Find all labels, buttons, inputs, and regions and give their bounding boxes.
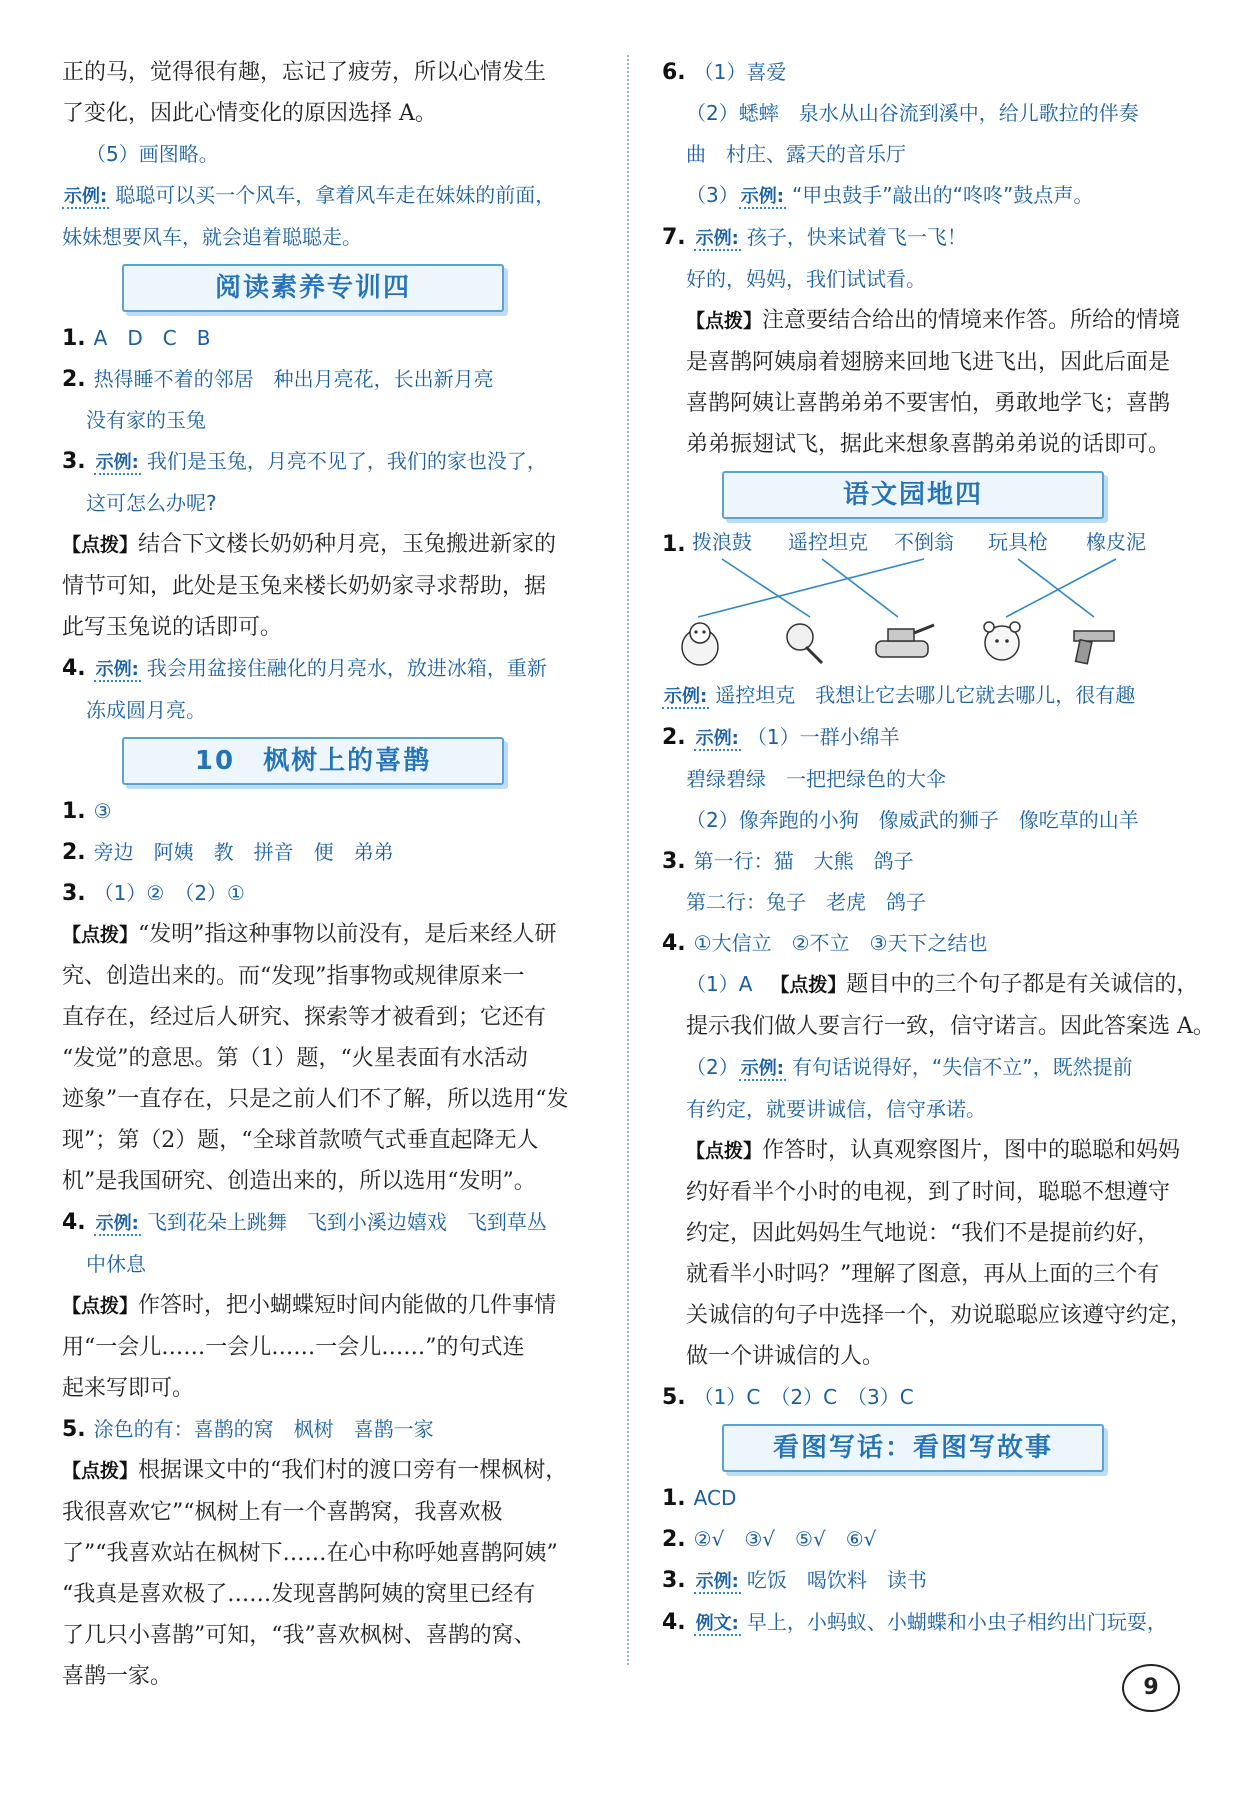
s2-q5: 5. 涂色的有：喜鹊的窝 枫树 喜鹊一家 (62, 1417, 434, 1442)
s1-q4-cont: 冻成圆月亮。 (86, 698, 206, 722)
s2-q3: 3. （1）② （2）① (62, 881, 245, 906)
s2-q1: 1. ③ (62, 799, 112, 824)
match-word-tumbler: 不倒翁 (894, 530, 954, 554)
s2-q5-hint-6: 喜鹊一家。 (62, 1664, 173, 1689)
s4-q3: 3. 示例: 吃饭 喝饮料 读书 (662, 1568, 927, 1593)
q5-example: 示例: 聪聪可以买一个风车，拿着风车走在妹妹的前面， (64, 183, 556, 207)
s2-q3-hint: 【点拨】“发明”指这种事物以前没有，是后来经人研 (62, 922, 557, 947)
toy-gun-icon (1074, 631, 1114, 664)
s1-q3-hint-2: 情节可知，此处是玉兔来楼长奶奶家寻求帮助，据 (62, 574, 547, 599)
q5-answer: （5）画图略。 (86, 142, 219, 166)
s3-q4-hint-4: 就看半小时吗？”理解了图意，再从上面的三个有 (686, 1262, 1160, 1287)
match-word-rc-tank: 遥控坦克 (788, 530, 868, 554)
q6: 6. （1）喜爱 (662, 60, 787, 85)
s2-q4-hint: 【点拨】作答时，把小蝴蝶短时间内能做的几件事情 (62, 1293, 557, 1318)
intro-line-2: 了变化，因此心情变化的原因选择 A。 (62, 101, 437, 126)
match-line-4 (1018, 559, 1094, 617)
s2-q3-hint-7: 机”是我国研究、创造出来的，所以选用“发明”。 (62, 1169, 536, 1194)
s3-q4-hint-5: 关诚信的句子中选择一个，劝说聪聪应该遵守约定， (686, 1303, 1193, 1328)
s1-q4: 4. 示例: 我会用盆接住融化的月亮水，放进冰箱，重新 (62, 656, 547, 681)
s1-q2-cont: 没有家的玉兔 (86, 408, 206, 432)
s2-q3-hint-5: 迹象”一直存在，只是之前人们不了解，所以选用“发 (62, 1087, 569, 1112)
section-title-picture-writing: 看图写话：看图写故事 (722, 1424, 1104, 1472)
q7-hint-2: 是喜鹊阿姨扇着翅膀来回地飞进飞出，因此后面是 (686, 350, 1171, 375)
section-title-chinese-garden-4: 语文园地四 (722, 471, 1104, 519)
clay-ball-icon (787, 624, 822, 663)
s1-q3-cont: 这可怎么办呢? (86, 491, 217, 515)
s2-q3-hint-6: 现”；第（2）题，“全球首款喷气式垂直起降无人 (62, 1128, 539, 1153)
q6-2-cont: 曲 村庄、露天的音乐厅 (686, 142, 906, 166)
section-title-lesson-10: 10 枫树上的喜鹊 (122, 737, 504, 785)
s4-q1: 1. ACD (662, 1486, 737, 1511)
s1-q3-hint: 【点拨】结合下文楼长奶奶种月亮，玉兔搬进新家的 (62, 532, 557, 557)
s3-q4-hint-3: 约定，因此妈妈生气地说：“我们不是提前约好， (686, 1221, 1160, 1246)
match-word-clay: 橡皮泥 (1086, 530, 1146, 554)
s1-q3-hint-3: 此写玉兔说的话即可。 (62, 615, 283, 640)
bear-toy-icon (984, 622, 1020, 660)
match-line-1 (722, 559, 810, 617)
match-word-rattle-drum: 拨浪鼓 (692, 530, 752, 554)
s2-q5-hint-4: “我真是喜欢极了……发现喜鹊阿姨的窝里已经有 (62, 1582, 536, 1607)
s1-q3: 3. 示例: 我们是玉兔，月亮不见了，我们的家也没了， (62, 449, 547, 474)
s3-q4-1-cont: 提示我们做人要言行一致，信守诺言。因此答案选 A。 (686, 1014, 1215, 1039)
match-word-toy-gun: 玩具枪 (988, 530, 1048, 554)
s3-q4-2-cont: 有约定，就要讲诚信，信守承诺。 (686, 1097, 986, 1121)
s3-q4-2: （2） 示例: 有句话说得好，“失信不立”，既然提前 (686, 1055, 1133, 1079)
s1-q1: 1. A D C B (62, 326, 211, 351)
section-title-reading-4: 阅读素养专训四 (122, 264, 504, 312)
column-divider (627, 55, 629, 1665)
s2-q3-hint-2: 究、创造出来的。而“发现”指事物或规律原来一 (62, 964, 525, 989)
s3-q1-number: 1. (662, 532, 686, 557)
s3-q4-hint: 【点拨】作答时，认真观察图片，图中的聪聪和妈妈 (686, 1138, 1181, 1163)
s3-q4-hint-6: 做一个讲诚信的人。 (686, 1344, 885, 1369)
s1-q2: 2. 热得睡不着的邻居 种出月亮花，长出新月亮 (62, 367, 494, 392)
s2-q3-hint-3: 直存在，经过后人研究、探索等才被看到；它还有 (62, 1005, 547, 1030)
s3-q2: 2. 示例: （1）一群小绵羊 (662, 725, 900, 750)
tank-icon (876, 625, 934, 657)
q5-example-cont: 妹妹想要风车，就会追着聪聪走。 (62, 225, 362, 249)
left-column (62, 52, 612, 1697)
s3-q2-b: 碧绿碧绿 一把把绿色的大伞 (686, 767, 946, 791)
s3-q4-1: （1）A 【点拨】题目中的三个句子都是有关诚信的， (686, 972, 1199, 997)
s2-q3-hint-4: “发觉”的意思。第（1）题，“火星表面有水活动 (62, 1046, 528, 1071)
s2-q2: 2. 旁边 阿姨 教 拼音 便 弟弟 (62, 840, 394, 865)
s4-q2: 2. ②√ ③√ ⑤√ ⑥√ (662, 1527, 877, 1552)
s3-q3: 3. 第一行：猫 大熊 鸽子 (662, 849, 914, 874)
tumbler-toy-icon (682, 623, 718, 665)
s2-q4-hint-2: 用“一会儿……一会儿……一会儿……”的句式连 (62, 1335, 525, 1360)
s2-q5-hint-3: 了”“我喜欢站在枫树下……在心中称呼她喜鹊阿姨” (62, 1541, 558, 1566)
s4-q4: 4. 例文: 早上，小蚂蚁、小蝴蝶和小虫子相约出门玩耍， (662, 1610, 1167, 1635)
matching-graphic (662, 525, 1202, 675)
q6-3: （3） 示例: “甲虫鼓手”敲出的“咚咚”鼓点声。 (686, 183, 1094, 207)
q7-hint: 【点拨】注意要结合给出的情境来作答。所给的情境 (686, 308, 1181, 333)
s2-q4: 4. 示例: 飞到花朵上跳舞 飞到小溪边嬉戏 飞到草丛 (62, 1210, 547, 1235)
q7-hint-3: 喜鹊阿姨让喜鹊弟弟不要害怕，勇敢地学飞；喜鹊 (686, 391, 1171, 416)
s2-q5-hint-2: 我很喜欢它”“枫树上有一个喜鹊窝，我喜欢极 (62, 1500, 503, 1525)
s2-q4-cont: 中休息 (86, 1252, 146, 1276)
q7-hint-4: 弟弟振翅试飞，据此来想象喜鹊弟弟说的话即可。 (686, 432, 1171, 457)
match-line-3 (698, 559, 924, 617)
s3-q4: 4. ①大信立 ②不立 ③天下之结也 (662, 931, 988, 956)
s2-q5-hint-5: 了几只小喜鹊”可知，“我”喜欢枫树、喜鹊的窝、 (62, 1623, 536, 1648)
s3-q1-example: 示例: 遥控坦克 我想让它去哪儿它就去哪儿，很有趣 (664, 683, 1136, 707)
right-column (662, 52, 1215, 1644)
q7-cont: 好的，妈妈，我们试试看。 (686, 267, 926, 291)
example-tag: 示例: (64, 186, 108, 207)
intro-line-1: 正的马，觉得很有趣，忘记了疲劳，所以心情发生 (62, 60, 547, 85)
match-line-5 (1006, 559, 1116, 617)
match-line-2 (822, 559, 898, 617)
s3-q5: 5. （1）C （2）C （3）C (662, 1385, 914, 1410)
s3-q4-hint-2: 约好看半个小时的电视，到了时间，聪聪不想遵守 (686, 1180, 1171, 1205)
s2-q5-hint: 【点拨】根据课文中的“我们村的渡口旁有一棵枫树， (62, 1458, 568, 1483)
q6-2: （2）蟋蟀 泉水从山谷流到溪中，给儿歌拉的伴奏 (686, 101, 1139, 125)
page-number: 9 (1122, 1664, 1180, 1712)
s3-q3-b: 第二行：兔子 老虎 鸽子 (686, 890, 926, 914)
s3-q2-c: （2）像奔跑的小狗 像威武的狮子 像吃草的山羊 (686, 808, 1139, 832)
s2-q4-hint-3: 起来写即可。 (62, 1376, 195, 1401)
matching-exercise (662, 525, 1202, 675)
q7: 7. 示例: 孩子，快来试着飞一飞！ (662, 225, 967, 250)
